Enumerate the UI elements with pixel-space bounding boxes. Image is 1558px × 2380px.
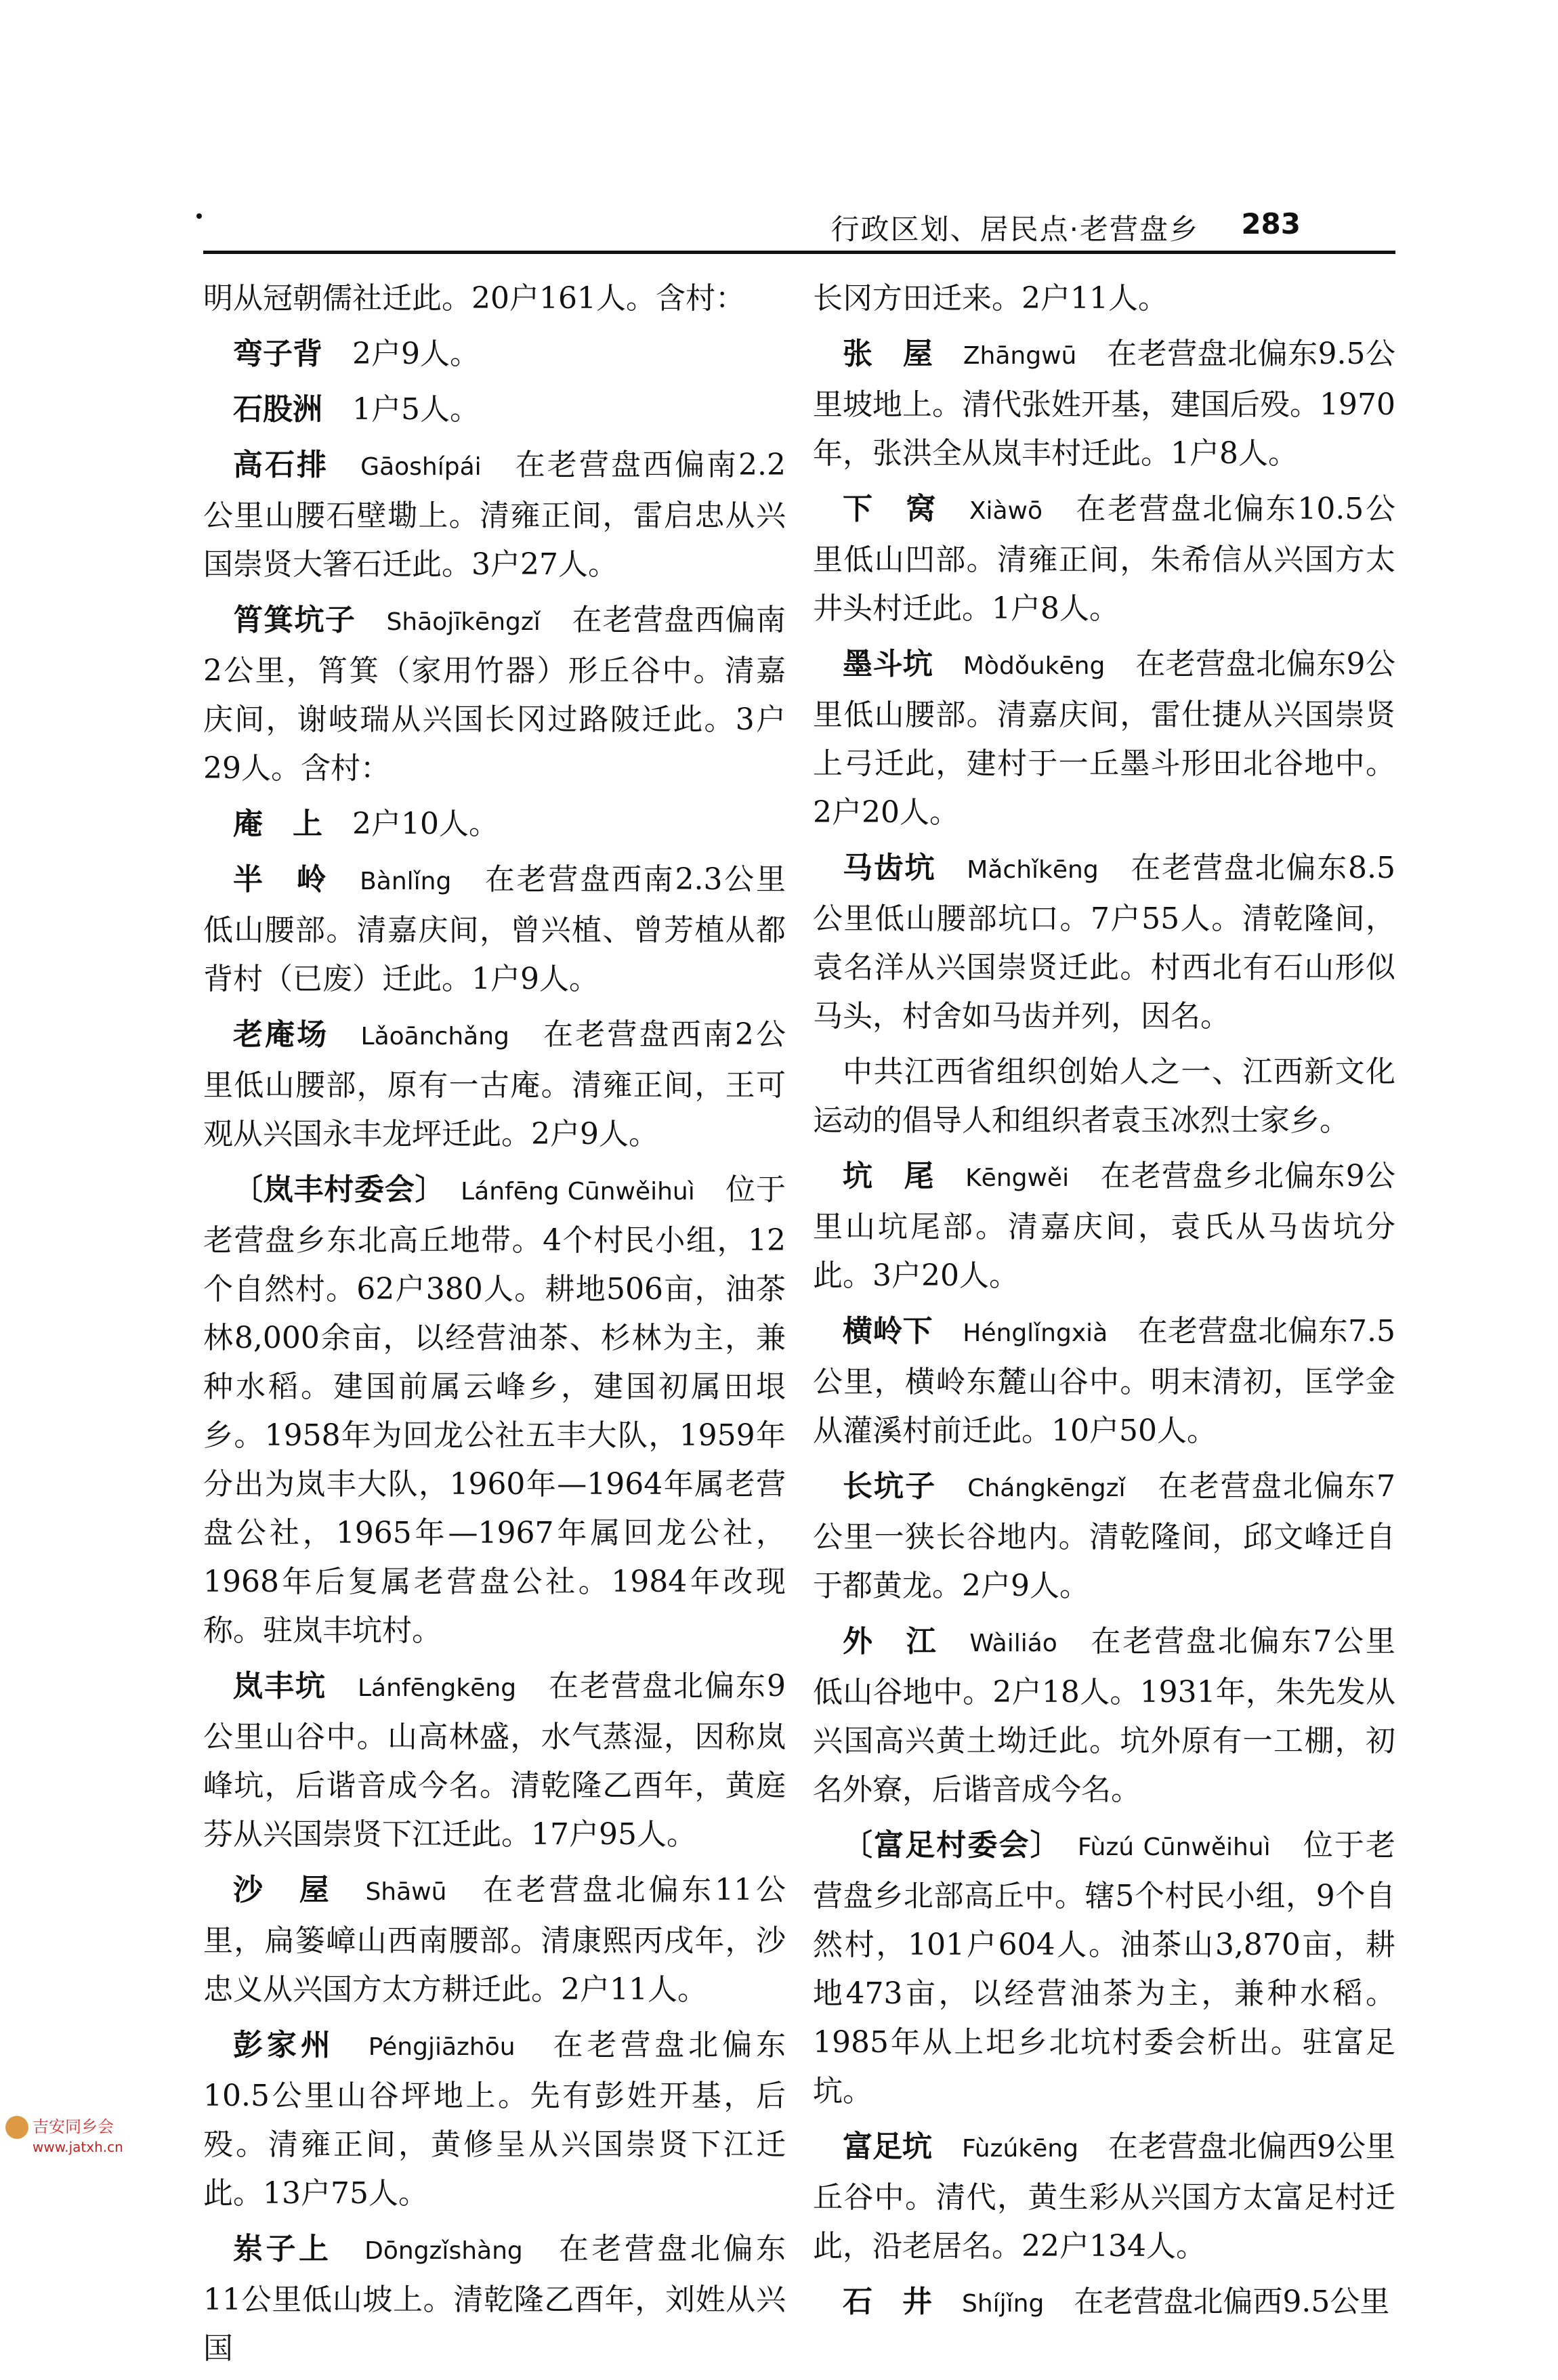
entry-pinyin: Bànlǐng [360,868,452,895]
entry-text: 在老营盘北偏东7公里低山谷地中。2户18人。1931年，朱先发从兴国高兴黄土坳迁此。坑外原有一工棚，初名外寮，后谐音成今名。 [813,1624,1396,1807]
entry-pinyin: Wàiliáo [969,1630,1057,1657]
entry-term: 半 岭 [233,862,329,897]
entry-text: 在老营盘北偏西9.5公里 [1074,2285,1390,2319]
entry-paragraph [813,640,1395,837]
entry-pinyin: Xiàwō [969,497,1043,525]
entry-term: 沙 屋 [233,1873,333,1907]
entry-paragraph [813,1307,1395,1455]
entry-paragraph [203,1166,786,1655]
entry-text: 中共江西省组织创始人之一、江西新文化运动的倡导人和组织者袁玉冰烈士家乡。 [813,1055,1395,1138]
entry-term: 外 江 [843,1624,938,1659]
entry-term: 岽子上 [233,2232,332,2266]
entry-term: 马齿坑 [843,851,936,885]
entry-text: 在老营盘西南2公里低山腰部，原有一古庵。清雍正间，王可观从兴国永丰龙坪迁此。2户9人。 [203,1017,786,1151]
entry-term: 高石排 [233,448,329,482]
entry-pinyin: Péngjiāzhōu [368,2033,515,2061]
entry-text: 2户9人。 [352,337,480,371]
entry-term: 彭家州 [233,2028,335,2062]
watermark-site-name: 吉安同乡会 [33,2117,114,2136]
entry-text: 在老营盘北偏东11公里，扁篓嶂山西南腰部。清康熙丙戌年，沙忠义从兴国方太方耕迁此。2户11人。 [203,1873,786,2007]
entry-paragraph [813,1048,1395,1145]
entry-paragraph [813,274,1395,323]
logo-icon [5,2116,28,2139]
entry-term: 下 窝 [843,492,938,526]
entry-text: 在老营盘乡北偏东9公里山坑尾部。清嘉庆间，袁氏从马齿坑分此。3户20人。 [813,1159,1395,1293]
entry-text: 在老营盘北偏东7公里一狭长谷地内。清乾隆间，邱文峰迁自于都黄龙。2户9人。 [813,1469,1396,1603]
entry-term: 庵 上 [233,807,322,841]
entry-term: 墨斗坑 [843,647,933,681]
entry-term: 岚丰坑 [233,1669,327,1703]
entry-paragraph [203,855,786,1004]
entry-text: 在老营盘西偏南2.2公里山腰石壁墈上。清雍正间，雷启忠从兴国崇贤大箸石迁此。3户27人。 [203,448,786,582]
entry-text: 在老营盘北偏东10.5公里山谷坪地上。先有彭姓开基，后殁。清雍正间，黄修呈从兴国崇贤下江迁此。13户75人。 [203,2028,786,2211]
running-header [196,207,1395,248]
entry-pinyin: Shāwū [365,1878,447,1906]
entry-pinyin: Zhāngwū [963,342,1077,370]
entry-paragraph [813,1152,1395,1300]
entry-text: 在老营盘西偏南2公里，筲箕（家用竹器）形丘谷中。清嘉庆间，谢岐瑞从兴国长冈过路陂迁此。3户29人。含村： [203,603,786,786]
entry-pinyin: Shíjǐng [962,2290,1045,2318]
entry-term: 〔岚丰村委会〕 [233,1172,431,1207]
entry-paragraph [203,2021,786,2218]
watermark-logo [5,2113,123,2155]
entry-paragraph [813,2278,1395,2329]
entry-pinyin: Kēngwěi [965,1164,1070,1192]
entry-paragraph [813,485,1395,633]
entry-text: 在老营盘北偏东11公里低山坡上。清乾隆乙酉年，刘姓从兴国 [203,2232,786,2366]
entry-pinyin: Mòdǒukēng [963,652,1106,680]
entry-paragraph [203,274,786,323]
entry-text: 在老营盘北偏西9公里丘谷中。清代，黄生彩从兴国方太富足村迁此，沿老居名。22户134人。 [813,2129,1396,2264]
entry-paragraph [203,330,786,379]
header-title: 行政区划、居民点·老营盘乡 [830,213,1199,246]
entry-term: 坑 尾 [843,1159,935,1193]
entry-paragraph [203,800,786,849]
entry-term: 老庵场 [233,1017,329,1052]
entry-pinyin: Fùzú Cūnwěihuì [1077,1833,1271,1861]
entry-paragraph [813,1617,1395,1814]
entry-text: 在老营盘北偏东9公里低山腰部。清嘉庆间，雷仕捷从兴国崇贤上弓迁此，建村于一丘墨斗形田北谷地中。2户20人。 [813,647,1396,830]
watermark-url: www.jatxh.cn [33,2139,123,2155]
entry-paragraph [813,2123,1395,2271]
entry-text: 长冈方田迁来。2户11人。 [813,281,1168,316]
page-number: 283 [1241,207,1301,240]
entry-pinyin: Lánfēngkēng [357,1674,517,1702]
entry-term: 〔富足村委会〕 [843,1828,1047,1863]
entry-term: 筲箕坑子 [233,603,356,637]
entry-text: 明从冠朝儒社迁此。20户161人。含村： [203,281,745,316]
entry-paragraph [203,1662,786,1859]
entry-term: 张 屋 [843,337,933,371]
entry-pinyin: Fùzúkēng [962,2135,1078,2163]
entry-text: 在老营盘北偏东9公里山谷中。山高林盛，水气蒸湿，因称岚峰坑，后谐音成今名。清乾隆乙酉年，黄庭芬从兴国崇贤下江迁此。17户95人。 [203,1669,786,1852]
entry-paragraph [203,385,786,434]
entry-pinyin: Gāoshípái [360,453,482,481]
entry-text: 在老营盘西南2.3公里低山腰部。清嘉庆间，曾兴植、曾芳植从都背村（已废）迁此。1户9人。 [203,862,786,996]
entry-paragraph [203,2225,786,2373]
entry-pinyin: Shāojīkēngzǐ [386,608,541,636]
entry-pinyin: Lánfēng Cūnwěihuì [461,1178,695,1206]
right-column [813,274,1395,2335]
entry-text: 在老营盘北偏东8.5公里低山腰部坑口。7户55人。清乾隆间，袁名洋从兴国崇贤迁此。村西北有石山形似马头，村舍如马齿并列，因名。 [813,851,1396,1034]
entry-paragraph [813,330,1395,478]
entry-text: 2户10人。 [352,807,499,841]
entry-text: 1户5人。 [352,392,480,427]
entry-pinyin: Chángkēngzǐ [967,1474,1126,1502]
header-rule [203,251,1395,254]
entry-paragraph [203,441,786,589]
entry-term: 横岭下 [843,1314,933,1348]
entry-term: 石 井 [843,2285,932,2319]
entry-paragraph [203,596,786,793]
entry-paragraph [203,1011,786,1159]
entry-term: 富足坑 [843,2129,933,2164]
entry-text: 位于老营盘乡东北高丘地带。4个村民小组，12个自然村。62户380人。耕地506亩，油茶林8,000余亩，以经营油茶、杉林为主，兼种水稻。建国前属云峰乡，建国初属田垠乡。1958年为回龙公社五丰大队，1959年分出为岚丰大队，1960年—1964年属老营盘公社，1965年—1967年属回龙公社，1968年后复属老营盘公社。1984年改现称。驻岚丰坑村。 [203,1172,786,1648]
entry-text: 在老营盘北偏东10.5公里低山凹部。清雍正间，朱希信从兴国方太井头村迁此。1户8人。 [813,492,1396,626]
entry-pinyin: Lǎoānchǎng [360,1023,509,1050]
entry-pinyin: Hénglǐngxià [963,1319,1108,1347]
entry-paragraph [813,844,1395,1041]
left-column [203,274,786,2380]
entry-term: 弯子背 [233,337,322,371]
entry-term: 石股洲 [233,392,322,427]
entry-pinyin: Mǎchǐkēng [967,856,1099,884]
entry-term: 长坑子 [843,1469,937,1504]
entry-paragraph [813,1821,1395,2116]
entry-pinyin: Dōngzǐshàng [364,2237,523,2265]
entry-paragraph [813,1462,1395,1611]
entry-text: 在老营盘北偏东7.5公里，横岭东麓山谷中。明末清初，匡学金从灌溪村前迁此。10户50人。 [813,1314,1396,1448]
entry-text: 位于老营盘乡北部高丘中。辖5个村民小组，9个自然村，101户604人。油茶山3,870亩，耕地473亩，以经营油茶为主，兼种水稻。1985年从上圯乡北坑村委会析出。驻富足坑。 [813,1828,1396,2108]
entry-paragraph [203,1866,786,2014]
entry-text: 在老营盘北偏东9.5公里坡地上。清代张姓开基，建国后殁。1970年，张洪全从岚丰村迁此。1户8人。 [813,337,1395,471]
